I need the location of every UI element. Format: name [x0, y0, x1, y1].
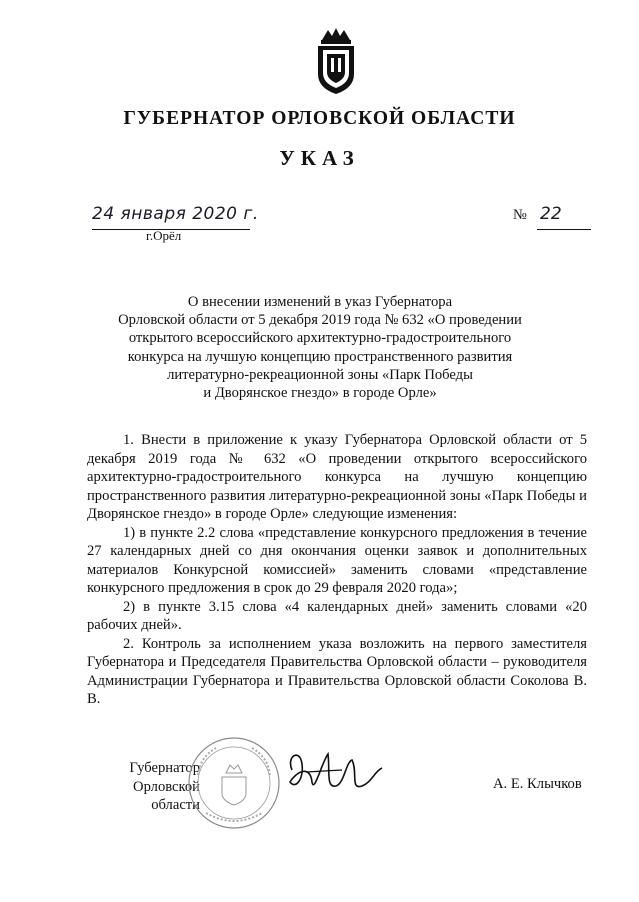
subject-line: О внесении изменений в указ Губернатора [187, 294, 453, 310]
body-paragraph: 2. Контроль за исполнением указа возложить на первого заместителя Губернатора и Председателя Правительства Орловской области – руководителя Администрации Губернатора и Правительства Орловской области Соколова В. В. [87, 635, 587, 707]
body-paragraph: 2) в пункте 3.15 слова «4 календарных дней» заменить словами «20 рабочих дней». [87, 598, 587, 633]
document-date: 24 января 2020 г. [92, 204, 259, 224]
handwritten-signature [282, 742, 392, 804]
body-paragraph: 1. Внести в приложение к указу Губернатора Орловской области от 5 декабря 2019 года № 632 «О проведении открытого всероссийского архитектурно-градостроительного конкурса на лучшую концепцию пространственного развития литературно-рекреационной зоны «Парк Победы и Дворянское гнездо» в городе Орле» следующие изменения: [87, 432, 587, 522]
number-label: № [513, 207, 527, 223]
document-body [87, 431, 587, 709]
signatory-name: А. Е. Клычков [493, 776, 582, 792]
subject-line: открытого всероссийского архитектурно-градостроительного [128, 330, 512, 347]
document-subject [110, 293, 530, 402]
coat-of-arms-icon [314, 26, 358, 96]
document-header-title: ГУБЕРНАТОР ОРЛОВСКОЙ ОБЛАСТИ [123, 108, 516, 129]
subject-line: конкурса на лучшую концепцию пространственного развития [127, 348, 513, 365]
official-seal-icon [186, 735, 282, 831]
signatory-title-line: Губернатор [129, 760, 200, 776]
body-paragraph: 1) в пункте 2.2 слова «представление конкурсного предложения в течение 27 календарных дней со дня окончания оценки заявок и дополнительных материалов Конкурсной комиссией» заменить словами «представление конкурсного предложения в срок до 29 февраля 2020 года»; [87, 524, 587, 596]
document-number: 22 [540, 204, 562, 224]
city-label: г.Орёл [146, 228, 182, 243]
subject-line: Орловской области от 5 декабря 2019 года № 632 «О проведении [118, 312, 522, 329]
subject-line: литературно-рекреационной зоны «Парк Победы [167, 366, 473, 383]
subject-line: и Дворянское гнездо» в городе Орле» [203, 385, 437, 402]
signatory-title-line: Орловской области [133, 778, 200, 813]
signatory-title [88, 759, 200, 815]
document-type-title: УКАЗ [279, 146, 360, 170]
